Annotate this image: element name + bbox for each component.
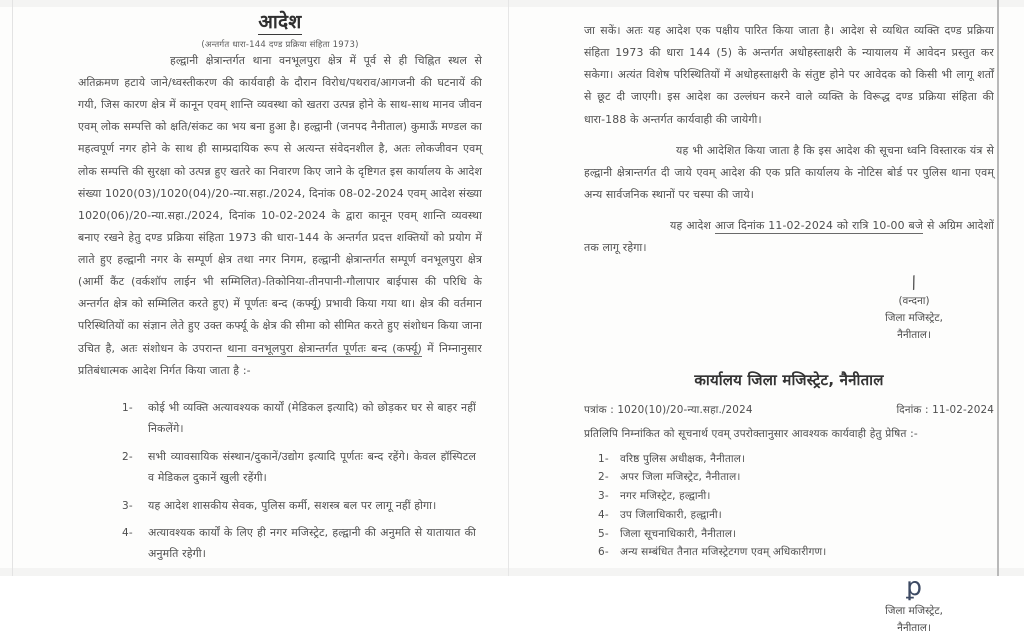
order-paragraph-4-tail: से अग्रिम आदेशों तक लागू रहेगा। xyxy=(584,219,994,255)
list-item-number: 4- xyxy=(122,527,133,540)
list-item-text: उप जिलाधिकारी, हल्द्वानी। xyxy=(620,508,722,521)
date-value: 11-02-2024 xyxy=(932,403,994,416)
list-item-text: यह आदेश शासकीय सेवक, पुलिस कर्मी, सशस्त्र बल पर लागू नहीं होगा। xyxy=(148,498,437,512)
signature-block-bottom xyxy=(584,571,994,637)
list-item-number: 1- xyxy=(122,401,133,414)
signatory-designation: जिला मजिस्ट्रेट, xyxy=(885,604,943,617)
list-item-text: कोई भी व्यक्ति अत्यावश्यक कार्यों (मेडिकल इत्यादि) को छोड़कर घर से बाहर नहीं निकलेंगे। xyxy=(148,400,476,435)
distribution-intro: प्रतिलिपि निम्नांकित को सूचनार्थ एवम् उपरोक्तानुसार आवश्यक कार्यवाही हेतु प्रेषित :- xyxy=(584,427,918,440)
order-paragraph-1 xyxy=(78,50,482,382)
signature-block-top xyxy=(584,272,994,344)
list-item xyxy=(598,468,994,487)
order-paragraph-2: जा सकें। अतः यह आदेश एक पक्षीय पारित किया जाता है। आदेश से व्यथित व्यक्ति दण्ड प्रक्रिया संहिता 1973 की धारा 144 (5) के अन्तर्गत अधोहस्ताक्षरी के न्यायालय में आवेदन प्रस्तुत कर सकेगा। अत्यंत विशेष परिस्थितियों में अधोहस्ताक्षरी के संतुष्ट होने पर आवेदक को किसी भी लागू शर्तों से छूट दी जाएगी। इस आदेश का उल्लंघन करने वाले व्यक्ति के विरूद्ध दण्ड प्रक्रिया संहिता की धारा-188 के अन्तर्गत कार्यवाही की जायेगी। xyxy=(584,24,994,126)
list-item-number: 5- xyxy=(598,527,609,540)
signatory-name: (वन्दना) xyxy=(898,295,930,308)
list-item-text: नगर मजिस्ट्रेट, हल्द्वानी। xyxy=(620,490,711,503)
list-item xyxy=(598,543,994,562)
page-subtitle: (अन्तर्गत धारा-144 दण्ड प्रक्रिया संहिता 1973) xyxy=(201,39,359,50)
list-item xyxy=(598,525,994,544)
list-item-number: 4- xyxy=(598,508,609,521)
page-title-text: आदेश xyxy=(258,11,302,33)
list-item-text: अपर जिला मजिस्ट्रेट, नैनीताल। xyxy=(620,471,741,484)
list-item-text: अत्यावश्यक कार्यों के लिए ही नगर मजिस्ट्रेट, हल्द्वानी की अनुमति से यातायात की अनुमति रहेगी। xyxy=(148,526,476,561)
list-item xyxy=(598,487,994,506)
order-paragraph-1-tail: में निम्नानुसार प्रतिबंधात्मक आदेश निर्गत किया जाता है :- xyxy=(78,341,482,377)
list-item-text: जिला सूचनाधिकारी, नैनीताल। xyxy=(620,527,737,540)
order-paragraph-1-emphasis: थाना वनभूलपुरा क्षेत्रान्तर्गत पूर्णतः बन्द (कर्फ्यू) xyxy=(227,341,422,355)
order-effective-datetime: आज दिनांक 11-02-2024 को रात्रि 10-00 बजे xyxy=(714,219,924,232)
reference-number: 1020(10)/20-न्या.सहा./2024 xyxy=(617,403,753,416)
date-label: दिनांक : xyxy=(896,403,929,416)
handwritten-signature-icon: ꝑ xyxy=(906,571,922,601)
signatory-place: नैनीताल। xyxy=(897,328,931,341)
order-paragraph-1-text: हल्द्वानी क्षेत्रान्तर्गत थाना वनभूलपुरा क्षेत्र में पूर्व से ही चिह्नित स्थल से अतिक्रमण हटाये जाने/ध्वस्तीकरण की कार्यवाही के दौरान विरोध/पथराव/आगजनी की घटनायें की गयी, जिस कारण क्षेत्र में कानून एवम् शान्ति व्यवस्था को खतरा उत्पन्न होने के साथ-साथ मानव जीवन एवम् लोक सम्पत्ति को क्षति/संकट का भय बना हुआ है। हल्द्वानी (जनपद नैनीताल) कुमाऊँ मण्डल का महत्वपूर्ण नगर होने के साथ ही साम्प्रदायिक रूप से अत्यन्त संवेदनशील है, अतः लोकजीवन एवम् लोक सम्पत्ति की सुरक्षा को उत्पन्न हुए खतरे का निवारण किए जाने के दृष्टिगत इस कार्यालय के आदेश संख्या 1020(03)/1020(04)/20-न्या.सहा./2024, दिनांक 08-02-2024 एवम् आदेश संख्या 1020(06)/20-न्या.सहा./2024, दिनांक 10-02-2024 के द्वारा कानून एवम् शान्ति व्यवस्था बनाए रखने हेतु दण्ड प्रक्रिया संहिता 1973 की धारा-144 के अन्तर्गत प्रदत्त शक्तियों को प्रयोग में लाते हुए हल्द्वानी नगर के सम्पूर्ण क्षेत्र तथा नगर निगम, हल्द्वानी क्षेत्रान्तर्गत सम्पूर्ण वनभूलपुरा क्षेत्र (आर्मी कैंट (वर्कशॉप लाईन भी सम्मिलित)-तिकोनिया-तीनपानी-गौलापार बाईपास की परिधि के अन्तर्गत क्षेत्र को सम्मिलित करते हुए) में पूर्णतः बन्द (कर्फ्यू) प्रभावी किया गया था। क्षेत्र की वर्तमान परिस्थितियों का संज्ञान लेते हुए उक्त कर्फ्यू के क्षेत्र की सीमा को सीमित करते हुए संशोधन किया जाना उचित है, अतः संशोधन के उपरान्त xyxy=(78,53,482,355)
list-item xyxy=(122,496,476,517)
reference-row xyxy=(584,403,994,417)
list-item-number: 3- xyxy=(598,490,609,503)
signatory-designation: जिला मजिस्ट्रेट, xyxy=(885,312,943,325)
signatory-place: नैनीताल। xyxy=(897,621,931,634)
list-item xyxy=(122,523,476,565)
reference-label: पत्रांक : xyxy=(584,403,614,416)
date-group xyxy=(896,403,994,417)
list-item-number: 2- xyxy=(122,450,133,463)
list-item-number: 2- xyxy=(598,471,609,484)
list-item-text: अन्य सम्बंधित तैनात मजिस्ट्रेटगण एवम् अधिकारीगण। xyxy=(620,546,827,559)
list-item-text: वरिष्ठ पुलिस अधीक्षक, नैनीताल। xyxy=(620,452,746,465)
signature-mark-icon: / xyxy=(908,272,920,294)
list-item-number: 3- xyxy=(122,499,133,512)
document-page-right xyxy=(508,0,1024,634)
page-title xyxy=(78,12,482,33)
list-item-text: सभी व्यावसायिक संस्थान/दुकानें/उद्योग इत्यादि पूर्णतः बन्द रहेंगे। केवल हॉस्पिटल व मेडिकल दुकानें खुली रहेंगी। xyxy=(148,449,476,484)
list-item xyxy=(122,447,476,489)
list-item xyxy=(598,450,994,469)
order-paragraph-3: यह भी आदेशित किया जाता है कि इस आदेश की सूचना ध्वनि विस्तारक यंत्र से हल्द्वानी क्षेत्रान्तर्गत दी जाये एवम् आदेश की एक प्रति कार्यालय के नोटिस बोर्ड पर पुलिस थाना एवम् अन्य सार्वजनिक स्थानों पर चस्पा की जाये। xyxy=(584,143,994,201)
document-page-left xyxy=(0,0,508,576)
reference-number-group xyxy=(584,403,753,417)
distribution-list xyxy=(584,450,994,562)
order-paragraph-4-prefix: यह आदेश xyxy=(670,219,715,232)
list-item xyxy=(122,398,476,440)
list-item xyxy=(598,506,994,525)
restriction-list xyxy=(78,398,482,566)
list-item-number: 1- xyxy=(598,452,609,465)
list-item-number: 6- xyxy=(598,546,609,559)
order-paragraph-4 xyxy=(584,215,994,259)
office-heading: कार्यालय जिला मजिस्ट्रेट, नैनीताल xyxy=(694,370,884,389)
